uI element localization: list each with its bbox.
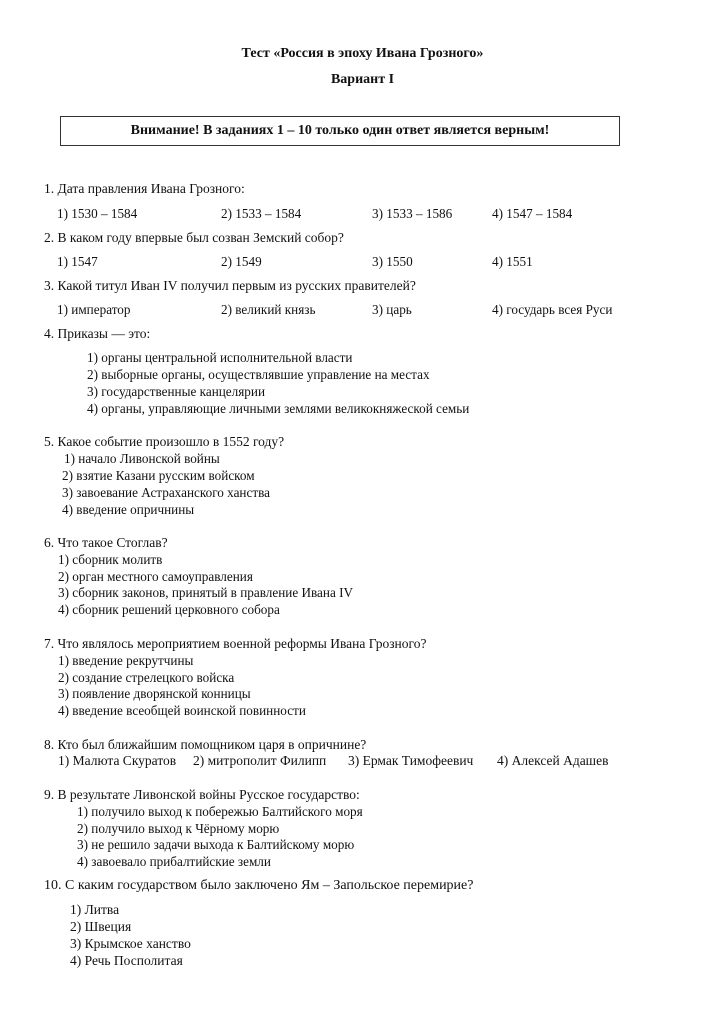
question-4: 4. Приказы — это:	[44, 326, 151, 341]
q4-option-1: 1) органы центральной исполнительной власти	[87, 350, 353, 365]
page-title: Тест «Россия в эпоху Ивана Грозного»	[241, 46, 484, 61]
q7-option-3: 3) появление дворянской конницы	[58, 686, 251, 701]
q9-option-3: 3) не решило задачи выхода к Балтийскому морю	[77, 837, 355, 852]
q7-option-4: 4) введение всеобщей воинской повинности	[58, 703, 306, 718]
question-2: 2. В каком году впервые был созван Земский собор?	[44, 230, 344, 245]
q8-option-4: 4) Алексей Адашев	[497, 753, 609, 768]
q10-option-4: 4) Речь Посполитая	[70, 953, 183, 968]
question-10: 10. С каким государством было заключено Ям – Запольское перемирие?	[44, 878, 474, 893]
q9-option-4: 4) завоевало прибалтийские земли	[77, 854, 271, 869]
q8-option-1: 1) Малюта Скуратов	[58, 753, 177, 768]
q5-option-4: 4) введение опричнины	[62, 502, 195, 517]
q3-option-1: 1) император	[57, 302, 131, 317]
question-5: 5. Какое событие произошло в 1552 году?	[44, 434, 285, 449]
q1-option-3: 3) 1533 – 1586	[372, 206, 453, 221]
question-1: 1. Дата правления Ивана Грозного:	[44, 181, 245, 196]
q4-option-4: 4) органы, управляющие личными землями великокняжеской семьи	[87, 401, 470, 416]
q5-option-3: 3) завоевание Астраханского ханства	[62, 485, 271, 500]
q3-option-4: 4) государь всея Руси	[492, 302, 613, 317]
q9-option-2: 2) получило выход к Чёрному морю	[77, 821, 280, 836]
q7-option-2: 2) создание стрелецкого войска	[58, 670, 235, 685]
q4-option-3: 3) государственные канцелярии	[87, 384, 266, 399]
q6-option-3: 3) сборник законов, принятый в правление Ивана IV	[58, 585, 354, 600]
q7-option-1: 1) введение рекрутчины	[58, 653, 194, 668]
q3-option-2: 2) великий князь	[221, 302, 316, 317]
q5-option-2: 2) взятие Казани русским войском	[62, 468, 255, 483]
q8-option-2: 2) митрополит Филипп	[193, 753, 327, 768]
q4-option-2: 2) выборные органы, осуществлявшие управление на местах	[87, 367, 430, 382]
q10-option-2: 2) Швеция	[70, 919, 132, 934]
q10-option-1: 1) Литва	[70, 902, 120, 917]
q2-option-1: 1) 1547	[57, 254, 98, 269]
q1-option-4: 4) 1547 – 1584	[492, 206, 573, 221]
question-9: 9. В результате Ливонской войны Русское государство:	[44, 787, 360, 802]
q6-option-1: 1) сборник молитв	[58, 552, 163, 567]
q2-option-2: 2) 1549	[221, 254, 262, 269]
q8-option-3: 3) Ермак Тимофеевич	[348, 753, 474, 768]
q5-option-1: 1) начало Ливонской войны	[64, 451, 220, 466]
question-7: 7. Что являлось мероприятием военной реформы Ивана Грозного?	[44, 636, 427, 651]
notice-text: Внимание! В заданиях 1 – 10 только один ответ является верным!	[130, 123, 550, 138]
q3-option-3: 3) царь	[372, 302, 412, 317]
question-3: 3. Какой титул Иван IV получил первым из русских правителей?	[44, 278, 416, 293]
q9-option-1: 1) получило выход к побережью Балтийского моря	[77, 804, 363, 819]
q6-option-4: 4) сборник решений церковного собора	[58, 602, 280, 617]
q6-option-2: 2) орган местного самоуправления	[58, 569, 253, 584]
q1-option-2: 2) 1533 – 1584	[221, 206, 302, 221]
question-6: 6. Что такое Стоглав?	[44, 535, 168, 550]
q10-option-3: 3) Крымское ханство	[70, 936, 191, 951]
q1-option-1: 1) 1530 – 1584	[57, 206, 138, 221]
variant-label: Вариант I	[330, 72, 395, 87]
notice-box	[60, 116, 620, 146]
q2-option-3: 3) 1550	[372, 254, 413, 269]
q2-option-4: 4) 1551	[492, 254, 533, 269]
question-8: 8. Кто был ближайшим помощником царя в опричнине?	[44, 737, 367, 752]
